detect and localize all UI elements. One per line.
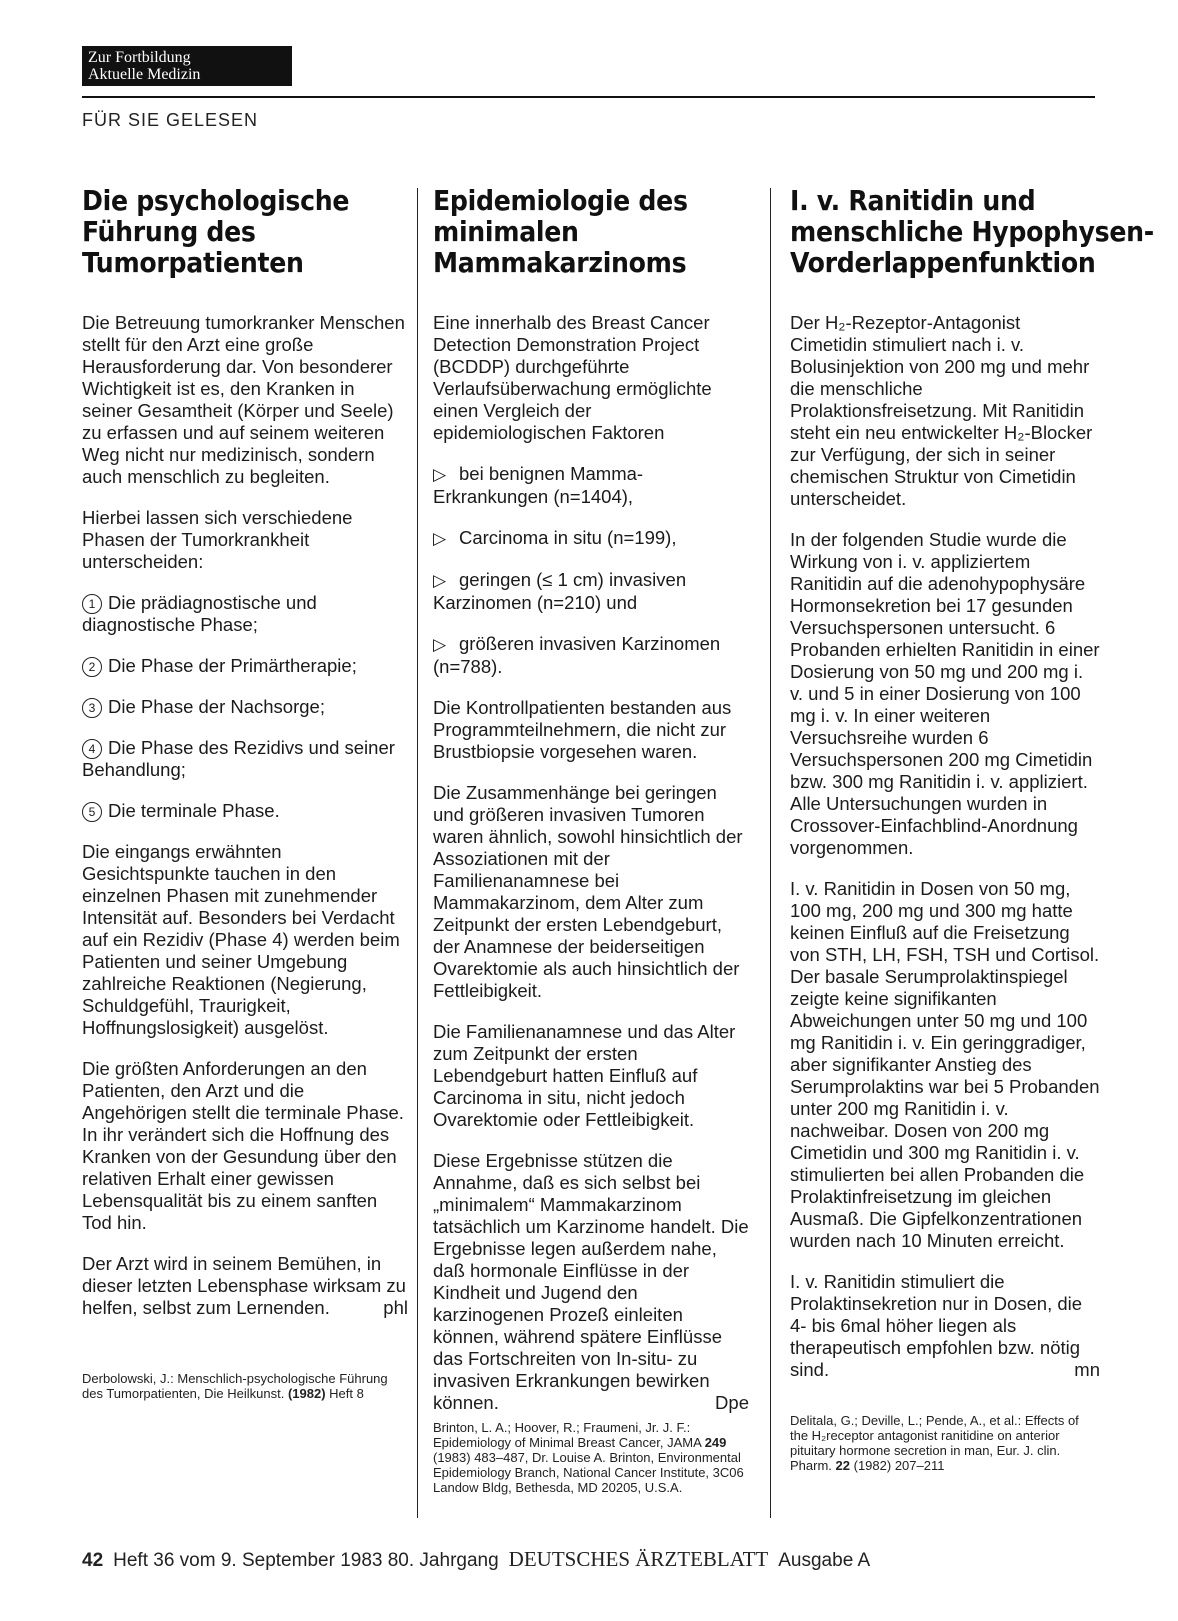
title-line: I. v. Ranitidin und <box>790 184 1036 217</box>
article-psychologische-fuehrung <box>82 185 408 1401</box>
paragraph <box>82 1253 408 1319</box>
paragraph: Die größten Anforderungen an den Patienten, den Arzt und die Angehörigen stellt die terminale Phase. In ihr verändert sich die Hoffnung des Kranken von der Gesundung über den relativen Erhalt einer gewissen Lebensqualität bis zu einem sanften Tod hin. <box>82 1058 404 1233</box>
circled-number: 1 <box>82 594 102 614</box>
reference-tail: (1982) 207–211 <box>853 1458 945 1473</box>
reference <box>433 1420 749 1495</box>
masthead-line-2: Aktuelle Medizin <box>88 66 201 83</box>
circled-number: 3 <box>82 698 102 718</box>
phase-text: Die Phase des Rezidivs und seiner Behandlung; <box>82 737 395 780</box>
title-line: Tumorpatienten <box>82 246 304 279</box>
triangle-bullet-icon: ▷ <box>433 571 447 590</box>
triangle-bullet-icon: ▷ <box>433 529 447 548</box>
paragraph <box>790 1271 1100 1381</box>
reference-text: Brinton, L. A.; Hoover, R.; Fraumeni, Jr. J. F.: Epidemiology of Minimal Breast Cancer, JAMA <box>433 1420 702 1450</box>
triangle-bullet-icon: ▷ <box>433 635 447 654</box>
column-divider <box>770 188 771 1518</box>
article-ranitidin <box>790 184 1154 1473</box>
phase-text: Die Phase der Nachsorge; <box>108 696 325 717</box>
reference <box>790 1413 1100 1473</box>
edition: Ausgabe A <box>778 1550 871 1571</box>
article-title <box>82 185 408 278</box>
paragraph: Die Familienanamnese und das Alter zum Zeitpunkt der ersten Lebendgeburt hatten Einfluß auf Carcinoma in situ, nicht jedoch Ovarektomie oder Fettleibigkeit. <box>433 1021 736 1130</box>
factor-text: Carcinoma in situ (n=199), <box>459 527 677 548</box>
reference-volume: 249 <box>704 1435 727 1450</box>
paragraph-text: Der Arzt wird in seinem Bemühen, in dieser letzten Lebensphase wirksam zu helfen, selbst zum Lernenden. <box>82 1253 406 1318</box>
paragraph <box>433 1150 749 1414</box>
page-footer <box>82 1547 870 1572</box>
paragraph-text: I. v. Ranitidin stimuliert die Prolaktinsekretion nur in Dosen, die 4- bis 6mal höher liegen als therapeutisch empfohlen bzw. nötig sind. <box>790 1271 1083 1380</box>
title-line: Vorderlappenfunktion <box>790 246 1096 279</box>
circled-number: 2 <box>82 657 102 677</box>
reference-volume: 22 <box>835 1458 850 1473</box>
article-title <box>433 185 749 278</box>
issue-info: Heft 36 vom 9. September 1983 80. Jahrgang <box>113 1550 499 1571</box>
article-epidemiologie <box>433 185 749 1495</box>
title-line: menschliche Hypophysen- <box>790 215 1154 248</box>
reference <box>82 1371 408 1401</box>
factor-item <box>433 633 749 678</box>
factor-item <box>433 569 749 614</box>
title-line: Mammakarzinoms <box>433 246 687 279</box>
author-initials: Dpe <box>715 1392 749 1413</box>
paragraph: Hierbei lassen sich verschiedene Phasen der Tumorkrankheit unterscheiden: <box>82 507 353 572</box>
phase-item <box>82 655 408 677</box>
top-rule <box>82 96 1095 98</box>
reference-text: Delitala, G.; Deville, L.; Pende, A., et al.: Effects of the H₂receptor antagonist ranitidine on anterior pituitary hormone secretion in man, Eur. J. clin. Pharm. <box>790 1413 1079 1473</box>
paragraph: Die Zusammenhänge bei geringen und größeren invasiven Tumoren waren ähnlich, sowohl hinsichtlich der Assoziationen mit der Familienanamnese bei Mammakarzinom, dem Alter zum Zeitpunkt der ersten Lebendgeburt, der Anamnese der beiderseitigen Ovarektomie als auch hinsichtlich der Fettleibigkeit. <box>433 782 743 1001</box>
paragraph: I. v. Ranitidin in Dosen von 50 mg, 100 mg, 200 mg und 300 mg hatte keinen Einfluß auf die Freisetzung von STH, LH, FSH, TSH und Cortisol. Der basale Serumprolaktinspiegel zeigte keine signifikanten Abweichungen unter 50 mg und 100 mg Ranitidin i. v. Ein geringgradiger, aber signifikanter Anstieg des Serumprolaktins war bei 5 Probanden unter 200 mg Ranitidin i. v. nachweibar. Dosen von 200 mg Cimetidin und 300 mg Ranitidin i. v. stimulierten bei allen Probanden die Prolaktinfreisetzung im gleichen Ausmaß. Die Gipfelkonzentrationen wurden nach 10 Minuten erreicht. <box>790 878 1100 1251</box>
paragraph: Die Betreuung tumorkranker Menschen stellt für den Arzt eine große Herausforderung dar. Von besonderer Wichtigkeit ist es, den Kranken in seiner Gesamtheit (Körper und Seele) zu erfassen und auf seinem weiteren Weg nicht nur medizinisch, sondern auch menschlich zu begleiten. <box>82 312 405 487</box>
section-label: FÜR SIE GELESEN <box>82 110 259 130</box>
reference-year: (1982) <box>287 1386 326 1401</box>
title-line: Die psychologische <box>82 184 350 217</box>
paragraph: Die Kontrollpatienten bestanden aus Programmteilnehmern, die nicht zur Brustbiopsie vorgesehen waren. <box>433 697 732 762</box>
paragraph: Der H₂-Rezeptor-Antagonist Cimetidin stimuliert nach i. v. Bolusinjektion von 200 mg und mehr die menschliche Prolaktionsfreisetzung. Mit Ranitidin steht ein neu entwickelter H₂-Blocker zur Verfügung, der sich in seiner chemischen Struktur von Cimetidin unterscheidet. <box>790 312 1093 509</box>
factor-text: größeren invasiven Karzinomen (n=788). <box>433 633 721 677</box>
reference-tail: Heft 8 <box>329 1386 364 1401</box>
paragraph: Eine innerhalb des Breast Cancer Detection Demonstration Project (BCDDP) durchgeführte Verlaufsüberwachung ermöglichte einen Vergleich der epidemiologischen Faktoren <box>433 312 712 443</box>
journal-name: DEUTSCHES ÄRZTEBLATT <box>508 1547 769 1571</box>
paragraph: Die eingangs erwähnten Gesichtspunkte tauchen in den einzelnen Phasen mit zunehmender Intensität auf. Besonders bei Verdacht auf ein Rezidiv (Phase 4) werden beim Patienten und seiner Umgebung zahlreiche Reaktionen (Negierung, Schuldgefühl, Traurigkeit, Hoffnungslosigkeit) ausgelöst. <box>82 841 400 1038</box>
phase-item <box>82 737 408 781</box>
reference-text: Derbolowski, J.: Menschlich-psychologische Führung des Tumorpatienten, Die Heilkunst. <box>82 1371 388 1401</box>
factor-item <box>433 463 749 508</box>
factor-text: geringen (≤ 1 cm) invasiven Karzinomen (n=210) und <box>433 569 687 613</box>
phase-item <box>82 592 408 636</box>
column-divider <box>417 188 418 1518</box>
article-title <box>790 184 1154 279</box>
author-initials: phl <box>383 1297 408 1318</box>
factor-text: bei benignen Mamma-Erkrankungen (n=1404), <box>433 463 644 507</box>
phase-item <box>82 696 408 718</box>
phase-text: Die Phase der Primärtherapie; <box>108 655 357 676</box>
title-line: minimalen <box>433 215 579 248</box>
circled-number: 4 <box>82 739 102 759</box>
phase-item <box>82 800 408 822</box>
title-line: Führung des <box>82 215 256 248</box>
triangle-bullet-icon: ▷ <box>433 465 447 484</box>
page-number: 42 <box>82 1550 104 1571</box>
author-initials: mn <box>1074 1359 1100 1380</box>
masthead-line-1: Zur Fortbildung <box>88 49 191 66</box>
title-line: Epidemiologie des <box>433 184 688 217</box>
phase-text: Die terminale Phase. <box>108 800 280 821</box>
masthead <box>82 46 292 86</box>
factor-item <box>433 527 749 550</box>
circled-number: 5 <box>82 802 102 822</box>
paragraph: In der folgenden Studie wurde die Wirkung von i. v. appliziertem Ranitidin auf die adenohypophysäre Hormonsekretion bei 17 gesunden Versuchspersonen untersucht. 6 Probanden erhielten Ranitidin in einer Dosierung von 50 mg und 200 mg i. v. und 5 in einer Dosierung von 100 mg i. v. In einer weiteren Versuchsreihe wurden 6 Versuchspersonen 200 mg Cimetidin bzw. 300 mg Ranitidin i. v. appliziert. Alle Untersuchungen wurden in Crossover-Einfachblind-Anordnung vorgenommen. <box>790 529 1100 858</box>
reference-tail: (1983) 483–487, Dr. Louise A. Brinton, Environmental Epidemiology Branch, National Cancer Institute, 3C06 Landow Bldg, Bethesda, MD 20205, U.S.A. <box>433 1450 744 1495</box>
phase-text: Die prädiagnostische und diagnostische Phase; <box>82 592 317 635</box>
paragraph-text: Diese Ergebnisse stützen die Annahme, daß es sich selbst bei „minimalem“ Mammakarzinom tatsächlich um Karzinome handelt. Die Ergebnisse legen außerdem nahe, daß hormonale Einflüsse in der Kindheit und Jugend den karzinogenen Prozeß einleiten können, während spätere Einflüsse das Fortschreiten von In-situ- zu invasiven Erkrankungen bewirken können. <box>433 1150 749 1413</box>
